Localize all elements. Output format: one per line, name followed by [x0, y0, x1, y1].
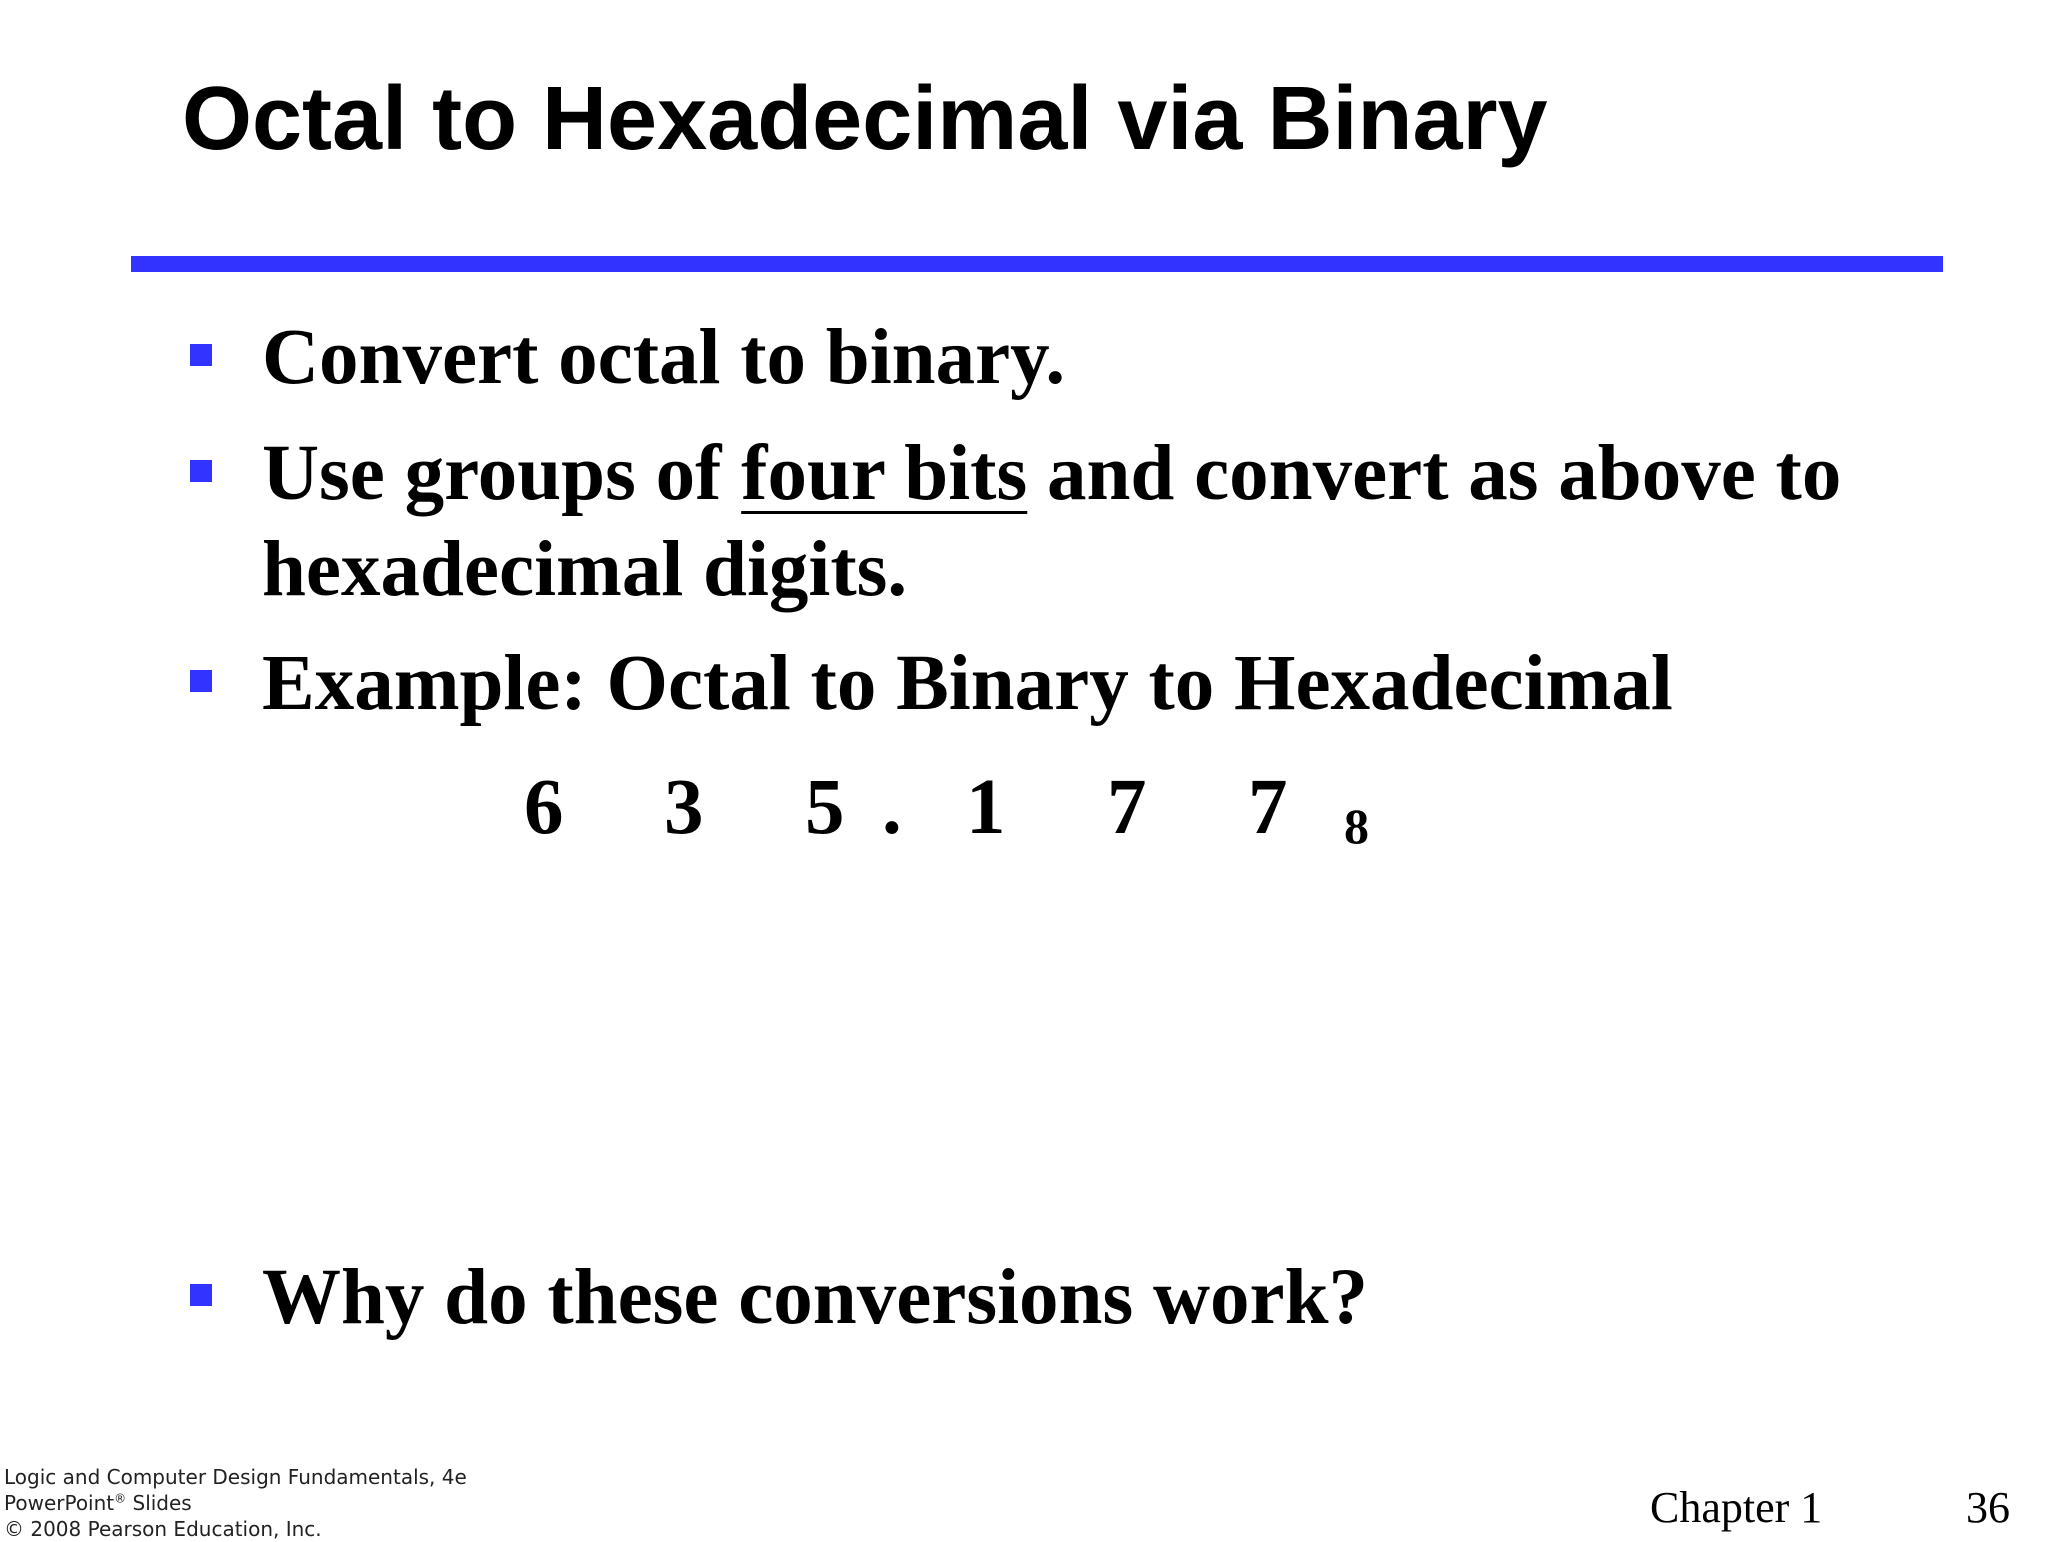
- radix-point: .: [882, 764, 902, 851]
- bullet-text-segment: Use groups of: [262, 430, 742, 517]
- credit-line: PowerPoint® Slides: [4, 1491, 192, 1515]
- bullet-square-icon: [190, 1284, 212, 1306]
- page-number: 36: [1966, 1483, 2010, 1532]
- credit-line: Logic and Computer Design Fundamentals, 4e: [4, 1465, 467, 1489]
- octal-digit: 7: [1248, 764, 1288, 851]
- bullet-text-example: Example: Octal to Binary to Hexadecimal: [262, 640, 1673, 727]
- octal-digit: 5: [805, 764, 845, 851]
- bullet-text-segment: and convert as above to: [1027, 430, 1842, 517]
- bullet-text-convert-octal: Convert octal to binary.: [262, 314, 1066, 401]
- bullet-square-icon: [190, 460, 212, 482]
- bullet-text-four-bits: [262, 426, 1841, 522]
- octal-digit: 7: [1107, 764, 1147, 851]
- radix-subscript: 8: [1344, 798, 1369, 854]
- bullet-square-icon: [190, 670, 212, 692]
- octal-digit: 1: [966, 764, 1006, 851]
- bullet-square-icon: [190, 344, 212, 366]
- octal-digit: 6: [524, 764, 564, 851]
- octal-digit: 3: [664, 764, 704, 851]
- chapter-label: Chapter 1: [1650, 1483, 1823, 1532]
- underlined-four-bits: four bits: [741, 430, 1028, 517]
- bullet-text-continuation: hexadecimal digits.: [262, 526, 908, 613]
- credit-line: © 2008 Pearson Education, Inc.: [4, 1517, 322, 1541]
- slide-title: Octal to Hexadecimal via Binary: [182, 69, 1548, 169]
- bullet-text-why: Why do these conversions work?: [262, 1254, 1369, 1341]
- publisher-credit: [4, 1464, 467, 1542]
- title-divider: [131, 256, 1943, 272]
